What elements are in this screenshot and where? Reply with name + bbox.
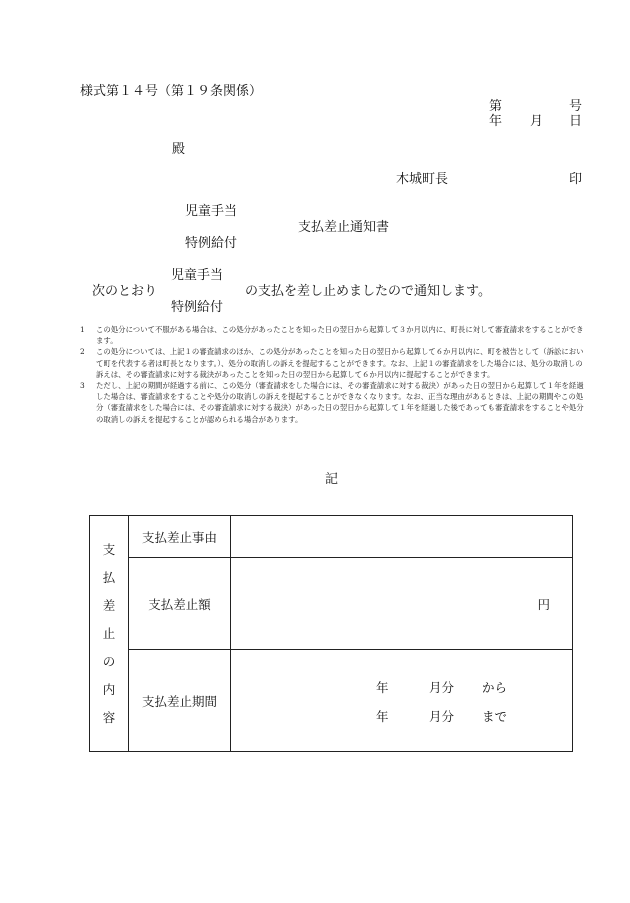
title-option-special-benefit: 特例給付 bbox=[185, 236, 238, 251]
date-day: 日 bbox=[569, 114, 583, 129]
note-text: ただし、上記の期間が経過する前に、この処分（審査請求をした場合には、その審査請求に対する裁決）があった日の翌日から起算して１年を経過した場合は、審査請求をすることや処分の取消しの訴えを提起することができなくなります。なお、正当な理由があるときは、上記の期間やこの処分（審査請求をした場合には、その審査請求に対する裁決）があった日の翌日から起算して１年を経過した後であっても審査請求をすることや処分の取消しの訴えを提起することが認められる場合があります。 bbox=[96, 381, 584, 424]
note-item bbox=[80, 324, 585, 346]
table-row bbox=[90, 558, 573, 650]
body-option-special-benefit: 特例給付 bbox=[171, 300, 224, 315]
period-from-year: 年 bbox=[376, 680, 389, 695]
suspension-details-table bbox=[89, 515, 573, 752]
body-lead: 次のとおり bbox=[92, 284, 158, 299]
period-label: 支払差止期間 bbox=[129, 650, 231, 752]
side-label-char: の bbox=[102, 653, 116, 669]
table-row bbox=[90, 516, 573, 558]
title-option-child-allowance: 児童手当 bbox=[185, 204, 238, 219]
side-label-char: 支 bbox=[102, 541, 116, 557]
period-to-year: 年 bbox=[376, 709, 389, 724]
side-label-cell bbox=[90, 516, 129, 752]
date-year: 年 bbox=[489, 114, 503, 129]
side-label-vertical bbox=[90, 516, 128, 751]
note-number: 3 bbox=[80, 381, 85, 391]
side-label-char: 容 bbox=[102, 709, 116, 725]
body-option-child-allowance: 児童手当 bbox=[171, 268, 224, 283]
seal-mark: 印 bbox=[569, 172, 583, 187]
side-label-char: 止 bbox=[102, 625, 116, 641]
body-text: の支払を差し止めましたので通知します。 bbox=[245, 284, 491, 299]
note-text: この処分について不服がある場合は、この処分があったことを知った日の翌日から起算して３か月以内に、町長に対して審査請求をすることができます。 bbox=[96, 325, 584, 346]
date-month: 月 bbox=[530, 114, 544, 129]
period-value[interactable] bbox=[231, 650, 573, 752]
doc-number-prefix: 第 bbox=[489, 99, 503, 114]
note-item bbox=[80, 380, 585, 425]
period-from-month: 月分 bbox=[429, 680, 455, 695]
form-number: 様式第１４号（第１９条関係） bbox=[80, 84, 263, 99]
note-text: この処分については、上記１の審査請求のほか、この処分があったことを知った日の翌日から起算して６か月以内に、町を被告として（訴訟において町を代表する者は町長となります。）、処分の取消しの訴えを提起することができます。なお、上記１の審査請求をした場合には、処分の取消しの訴えは、その審査請求に対する裁決があったことを知った日の翌日から起算して６か月以内に提起することができます。 bbox=[96, 347, 584, 379]
period-to-suffix: まで bbox=[482, 709, 508, 724]
table-row bbox=[90, 650, 573, 752]
period-from-suffix: から bbox=[482, 680, 508, 695]
appeal-notes bbox=[80, 324, 585, 425]
period-lines bbox=[231, 650, 572, 751]
doc-number-suffix: 号 bbox=[569, 99, 583, 114]
addressee-honorific: 殿 bbox=[172, 142, 186, 157]
note-number: 2 bbox=[80, 347, 85, 357]
note-item bbox=[80, 346, 585, 380]
amount-unit: 円 bbox=[537, 596, 550, 612]
note-number: 1 bbox=[80, 325, 85, 334]
ki-heading: 記 bbox=[325, 472, 339, 487]
side-label-char: 差 bbox=[102, 597, 116, 613]
period-to-month: 月分 bbox=[429, 709, 455, 724]
amount-label: 支払差止額 bbox=[129, 558, 231, 650]
reason-label: 支払差止事由 bbox=[129, 516, 231, 558]
side-label-char: 払 bbox=[102, 569, 116, 585]
reason-value[interactable] bbox=[231, 516, 573, 558]
side-label-char: 内 bbox=[102, 681, 116, 697]
issuer-name: 木城町長 bbox=[396, 172, 449, 187]
document-title: 支払差止通知書 bbox=[298, 220, 390, 235]
amount-value[interactable] bbox=[231, 558, 573, 650]
